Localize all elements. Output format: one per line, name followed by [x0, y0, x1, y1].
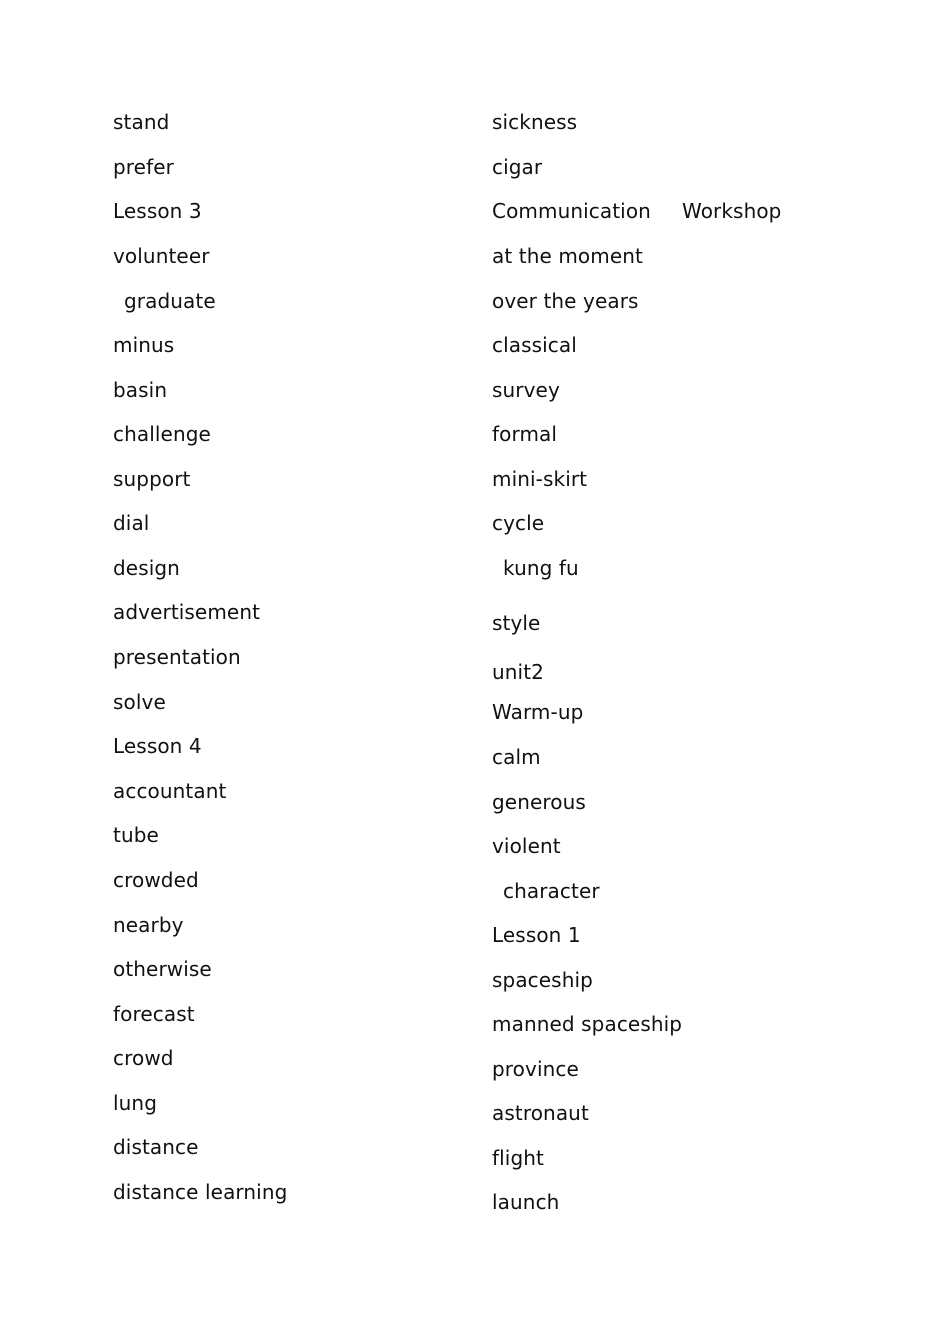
word-survey: survey [492, 378, 560, 402]
word-cigar: cigar [492, 155, 543, 179]
word-otherwise: otherwise [113, 957, 212, 981]
heading-communication: Communication [492, 199, 651, 223]
word-classical: classical [492, 333, 577, 357]
word-formal: formal [492, 422, 558, 446]
word-dial: dial [113, 511, 150, 535]
word-tube: tube [113, 823, 159, 847]
word-sickness: sickness [492, 110, 578, 134]
word-nearby: nearby [113, 913, 184, 937]
word-basin: basin [113, 378, 168, 402]
word-crowd: crowd [113, 1046, 174, 1070]
word-character: character [503, 879, 600, 903]
word-crowded: crowded [113, 868, 199, 892]
word-design: design [113, 556, 180, 580]
word-challenge: challenge [113, 422, 211, 446]
heading-warm-up: Warm-up [492, 700, 584, 724]
word-province: province [492, 1057, 579, 1081]
word-astronaut: astronaut [492, 1101, 589, 1125]
phrase-over-the-years: over the years [492, 289, 639, 313]
word-support: support [113, 467, 191, 491]
heading-lesson-4: Lesson 4 [113, 734, 202, 758]
word-flight: flight [492, 1146, 544, 1170]
word-forecast: forecast [113, 1002, 195, 1026]
word-presentation: presentation [113, 645, 241, 669]
word-violent: violent [492, 834, 561, 858]
word-distance: distance [113, 1135, 199, 1159]
word-advertisement: advertisement [113, 600, 261, 624]
heading-workshop: Workshop [682, 199, 782, 223]
word-launch: launch [492, 1190, 560, 1214]
word-graduate: graduate [124, 289, 216, 313]
word-volunteer: volunteer [113, 244, 210, 268]
word-lung: lung [113, 1091, 158, 1115]
heading-lesson-1: Lesson 1 [492, 923, 581, 947]
word-calm: calm [492, 745, 541, 769]
word-style: style [492, 611, 541, 635]
word-mini-skirt: mini-skirt [492, 467, 588, 491]
heading-lesson-3: Lesson 3 [113, 199, 202, 223]
word-accountant: accountant [113, 779, 227, 803]
phrase-manned-spaceship: manned spaceship [492, 1012, 683, 1036]
word-cycle: cycle [492, 511, 545, 535]
word-spaceship: spaceship [492, 968, 593, 992]
word-minus: minus [113, 333, 175, 357]
word-stand: stand [113, 110, 170, 134]
word-generous: generous [492, 790, 586, 814]
word-distance-learning: distance learning [113, 1180, 288, 1204]
word-kung-fu: kung fu [503, 556, 579, 580]
heading-unit2: unit2 [492, 660, 544, 684]
word-prefer: prefer [113, 155, 174, 179]
phrase-at-the-moment: at the moment [492, 244, 643, 268]
word-solve: solve [113, 690, 166, 714]
